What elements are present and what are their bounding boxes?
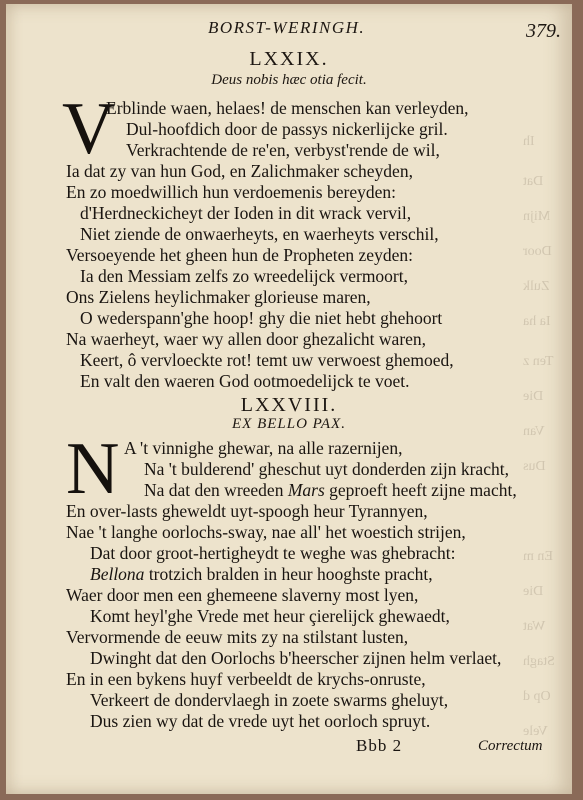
poem2-dropcap: N <box>66 428 120 510</box>
poem2-line: Dus zien wy dat de vrede uyt het oorloch spruyt. <box>90 711 431 731</box>
poem1-line: Verkrachtende de re'en, verbyst'rende de wil, <box>126 140 440 160</box>
poem2-line: Vervormende de eeuw mits zy na stilstant lusten, <box>66 627 409 647</box>
poem2-line: En over-lasts gheweldt uyt-spoogh heur Tyrannyen, <box>66 501 428 521</box>
poem1-line: d'Herdneckicheyt der Ioden in dit wrack vervil, <box>80 203 412 223</box>
catchword: Correctum <box>478 738 543 754</box>
running-head: BORST-WERINGH. <box>208 18 366 37</box>
poem2-line: Na 't bulderend' gheschut uyt donderden zijn kracht, <box>144 459 509 479</box>
poem2-line: A 't vinnighe ghewar, na alle razernijen, <box>124 438 403 458</box>
poem1-line: Niet ziende de onwaerheyts, en waerheyts verschil, <box>80 224 439 244</box>
poem2-line: Na dat den wreeden Mars geproeft heeft zijne macht, <box>144 480 517 500</box>
poem1-line: Ia den Messiam zelfs zo wreedelijck vermoort, <box>80 266 408 286</box>
poem1-line: Versoeyende het gheen hun de Propheten zeyden: <box>66 245 413 265</box>
poem2-line: Komt heyl'ghe Vrede met heur çierelijck ghewaedt, <box>90 606 450 626</box>
poem1-line: Na waerheyt, waer wy allen door ghezalicht waren, <box>66 329 427 349</box>
poem1-line: O wederspann'ghe hoop! ghy die niet hebt ghehoort <box>80 308 443 328</box>
poem2-line: Nae 't langhe oorlochs-sway, nae all' het woestich strijen, <box>66 522 466 542</box>
poem1-line: Ia dat zy van hun God, en Zalichmaker scheyden, <box>66 161 413 181</box>
poem2-line: Waer door men een ghemeene slaverny most lyen, <box>66 585 419 605</box>
poem2-numeral: LXXVIII. <box>240 394 338 416</box>
poem1-line: Dul-hoofdich door de passys nickerlijcke gril. <box>126 119 448 139</box>
poem2-line: Dat door groot-hertigheydt te weghe was ghebracht: <box>90 543 456 563</box>
poem2-line: En in een bykens huyf verbeeldt de krychs-onruste, <box>66 669 426 689</box>
poem1-line: En zo moedwillich hun verdoemenis bereyden: <box>66 182 396 202</box>
poem1-line: Ons Zielens heylichmaker glorieuse maren, <box>66 287 371 307</box>
poem1-line: Keert, ô vervloeckte rot! temt uw verwoest ghemoed, <box>80 350 454 370</box>
page-number: 379. <box>526 20 561 42</box>
italic-name: Bellona <box>90 564 145 584</box>
poem1-motto: Deus nobis hæc otia fecit. <box>211 72 367 88</box>
signature-mark: Bbb 2 <box>356 736 403 755</box>
poem2-line: Bellona trotzich bralden in heur hooghste pracht, <box>90 564 433 584</box>
poem2-motto: EX BELLO PAX. <box>232 416 346 432</box>
poem2-line: Dwinght dat den Oorlochs b'heerscher zijnen helm verlaet, <box>90 648 502 668</box>
italic-name: Mars <box>287 480 325 500</box>
show-through-text: Ih Dat Mijn Door Zulk Ia ha Ten z Die Van Dus En m Die Wat Stagh Op d Vele <box>523 134 555 739</box>
poem1-line: Erblinde waen, helaes! de menschen kan verleyden, <box>106 98 469 118</box>
poem2-line: Verkeert de dondervlaegh in zoete swarms gheluyt, <box>90 690 449 710</box>
poem1-numeral: LXXIX. <box>249 48 329 70</box>
poem1-dropcap: V <box>62 88 116 170</box>
book-page <box>6 4 572 794</box>
poem1-line: En valt den waeren God ootmoedelijck te voet. <box>80 371 410 391</box>
